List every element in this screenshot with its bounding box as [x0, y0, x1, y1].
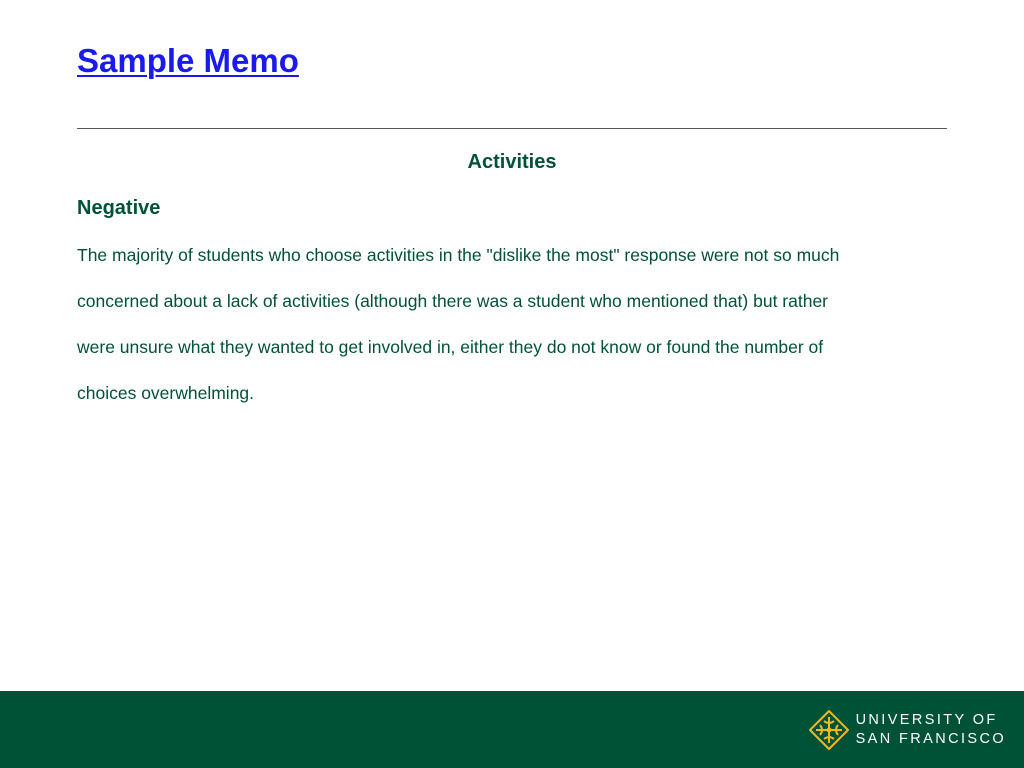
title-divider — [77, 128, 947, 129]
logo-line-university: UNIVERSITY OF — [855, 712, 998, 728]
logo-line-san-francisco: SAN FRANCISCO — [855, 731, 1006, 747]
body-paragraph — [77, 232, 957, 416]
page-title-link[interactable]: Sample Memo — [77, 42, 299, 79]
sub-heading: Negative — [77, 197, 161, 219]
usf-logo — [808, 709, 1006, 751]
footer-bar — [0, 691, 1024, 768]
body-line: were unsure what they wanted to get involved in, either they do not know or found the number of — [77, 337, 824, 357]
body-line: The majority of students who choose activities in the "dislike the most" response were not so much — [77, 245, 840, 265]
body-line: concerned about a lack of activities (although there was a student who mentioned that) but rather — [77, 291, 829, 311]
body-line: choices overwhelming. — [77, 383, 255, 403]
usf-cross-emblem-icon — [808, 709, 850, 751]
section-heading: Activities — [467, 151, 557, 173]
